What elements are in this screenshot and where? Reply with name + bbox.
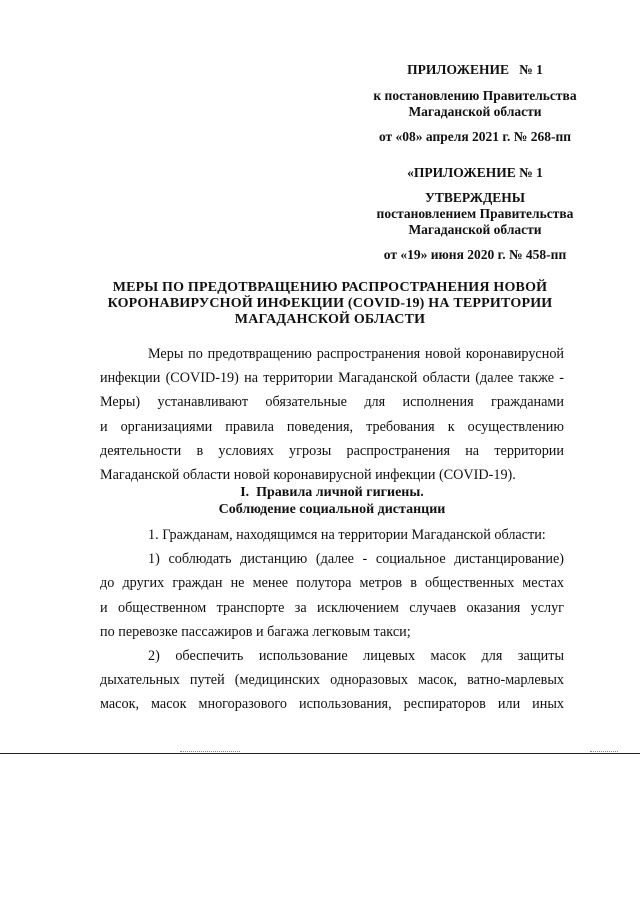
body-line: 1. Гражданам, находящимся на территории Магаданской области: [148, 527, 546, 543]
body-line: масок, масок многоразового использования, респираторов или иных [100, 696, 564, 713]
body-line: дыхательных путей (медицинских одноразовых масок, ватно-марлевых [100, 672, 564, 689]
section-heading-line-1: I. Правила личной гигиены. [240, 485, 424, 500]
body-line: 1) соблюдать дистанцию (далее - социальное дистанцирование) [148, 551, 564, 568]
appendix-resolution-ref: к постановлению Правительства [373, 88, 577, 103]
intro-line: Меры по предотвращению распространения новой коронавирусной [148, 346, 564, 362]
appendix-title: ПРИЛОЖЕНИЕ № 1 [407, 62, 543, 77]
body-line: 2) обеспечить использование лицевых масок для защиты [148, 647, 564, 664]
approved-region: Магаданской области [408, 222, 542, 237]
title-line-2: КОРОНАВИРУСНОЙ ИНФЕКЦИИ (COVID-19) НА ТЕРРИТОРИИ [107, 296, 553, 311]
scan-artifact [180, 751, 240, 752]
scan-artifact [590, 751, 618, 752]
appendix-header-previous [340, 165, 610, 263]
intro-line: Меры) устанавливают обязательные для исполнения гражданами [100, 394, 564, 411]
document-title [80, 280, 580, 328]
body-paragraphs [100, 523, 564, 717]
section-heading [100, 484, 564, 518]
appendix-region: Магаданской области [408, 104, 542, 119]
intro-paragraph [100, 342, 564, 487]
intro-line: Магаданской области новой коронавирусной инфекции (COVID-19). [100, 466, 516, 483]
intro-line: и организациями правила поведения, требования к осуществлению [100, 418, 564, 435]
body-line: по перевозке пассажиров и багажа легковым такси; [100, 623, 411, 640]
page-bottom-rule [0, 753, 640, 754]
body-line: до других граждан не менее полутора метров в общественных местах [100, 575, 564, 592]
previous-appendix-title: «ПРИЛОЖЕНИЕ № 1 [407, 165, 543, 180]
intro-line: инфекции (COVID-19) на территории Магаданской области (далее также - [100, 370, 564, 387]
title-line-3: МАГАДАНСКОЙ ОБЛАСТИ [234, 312, 426, 327]
section-heading-line-2: Соблюдение социальной дистанции [218, 502, 446, 517]
appendix-date-number: от «08» апреля 2021 г. № 268-пп [378, 129, 572, 144]
body-line: и общественном транспорте за исключением случаев оказания услуг [100, 599, 564, 616]
intro-line: деятельности в условиях угрозы распространения на территории [100, 442, 564, 459]
approved-date-number: от «19» июня 2020 г. № 458-пп [383, 247, 567, 262]
approved-by-resolution: постановлением Правительства [376, 206, 574, 221]
title-line-1: МЕРЫ ПО ПРЕДОТВРАЩЕНИЮ РАСПРОСТРАНЕНИЯ НОВОЙ [112, 280, 548, 295]
approved-label: УТВЕРЖДЕНЫ [424, 190, 526, 205]
appendix-header-current [340, 62, 610, 145]
